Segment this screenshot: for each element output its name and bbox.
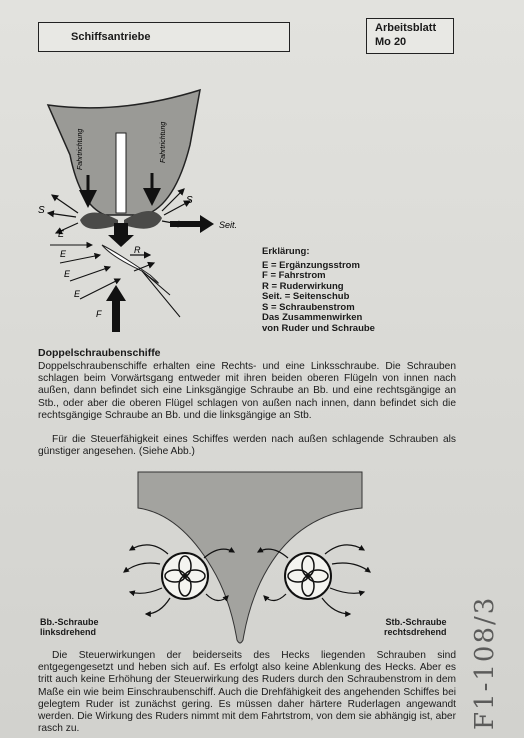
legend-item: Seit. = Seitenschub — [262, 291, 350, 302]
legend-item: von Ruder und Schraube — [262, 322, 375, 334]
e-label-1: E — [58, 229, 65, 239]
legend — [262, 247, 375, 334]
rudder-post — [116, 133, 126, 213]
starboard-propeller — [285, 553, 331, 599]
section-paragraph-2: Für die Steuerfähigkeit eines Schiffes werden nach außen schlagende Schrauben als günstiger angesehen. (Siehe Abb.) — [38, 434, 456, 458]
page-title: Schiffsantriebe — [71, 31, 151, 43]
fahrstrom-up-arrow — [106, 285, 126, 332]
legend-item: Das Zusammenwirken — [262, 312, 363, 323]
legend-item: E = Ergänzungsstrom — [262, 259, 360, 271]
twin-screw-diagram — [100, 468, 400, 648]
starboard-screw-caption — [384, 617, 447, 637]
sheet-number-box — [366, 18, 454, 54]
fahrtrichtung-right-label: Fahrtrichtung — [160, 121, 167, 163]
sheet-label: Arbeitsblatt — [375, 22, 437, 34]
handwritten-annotation: F1-108/3 — [470, 595, 500, 730]
f-label: F — [96, 309, 102, 319]
single-screw-diagram — [30, 85, 260, 340]
legend-item: F = Fahrstrom — [262, 270, 326, 281]
fahrtrichtung-left-label: Fahrtrichtung — [77, 128, 84, 170]
section-heading: Doppelschraubenschiffe — [38, 347, 161, 359]
port-caption-line1: Bb.-Schraube — [40, 617, 99, 627]
starboard-caption-line2: rechtsdrehend — [384, 627, 447, 637]
section-paragraph-1: Doppelschraubenschiffe erhalten eine Rechts- und eine Linksschraube. Die Schrauben schlagen beim Vorwärtsgang entweder mit ihren beiden oberen Flügeln von innen nach außen, dann befindet sich eine Linksgängige Schraube an Bb. und eine rechtsgängige an Stb., oder aber die oberen Flügel schlagen von außen nach innen, dann befindet sich die rechtsgängige Schraube an Bb. und die linksgängige an Stb. — [38, 361, 456, 421]
legend-title: Erklärung: — [262, 246, 310, 257]
closing-paragraph: Die Steuerwirkungen der beiderseits des Hecks liegenden Schrauben sind entgegengesetzt und heben sich auf. Es erfolgt also keine Ablenkung des Hecks. Aber es tritt auch keine Erhöhung der Steuerwirkung des Ruders durch den Schraubenstrom in dem Maße ein wie beim Einschraubenschiff. Auch die Drehfähigkeit des angehenden Schiffes bei gelegtem Ruder ist zunächst gering. Es müssen daher härtere Ruderlagen angewandt werden. Die Wirkung des Ruders nimmt mit dem Fahrtstrom, von dem sie abhängig ist, aber rasch zu. — [38, 650, 456, 735]
starboard-caption-line1: Stb.-Schraube — [385, 617, 447, 627]
port-screw-caption — [40, 617, 99, 637]
legend-item: R = Ruderwirkung — [262, 280, 344, 292]
e-label-3: E — [64, 269, 71, 279]
e-label-2: E — [60, 249, 67, 259]
side-thrust-arrow — [170, 215, 214, 233]
e-label-4: E — [74, 289, 81, 299]
port-propeller — [162, 553, 208, 599]
title-box — [38, 22, 290, 52]
sheet-number: Mo 20 — [375, 36, 407, 48]
legend-item: S = Schraubenstrom — [262, 301, 355, 313]
r-label: R — [134, 245, 141, 255]
s-left-label: S — [38, 205, 45, 216]
s-right-label: S — [186, 195, 193, 206]
port-caption-line2: linksdrehend — [40, 627, 97, 637]
seit-label: Seit. — [219, 220, 238, 230]
